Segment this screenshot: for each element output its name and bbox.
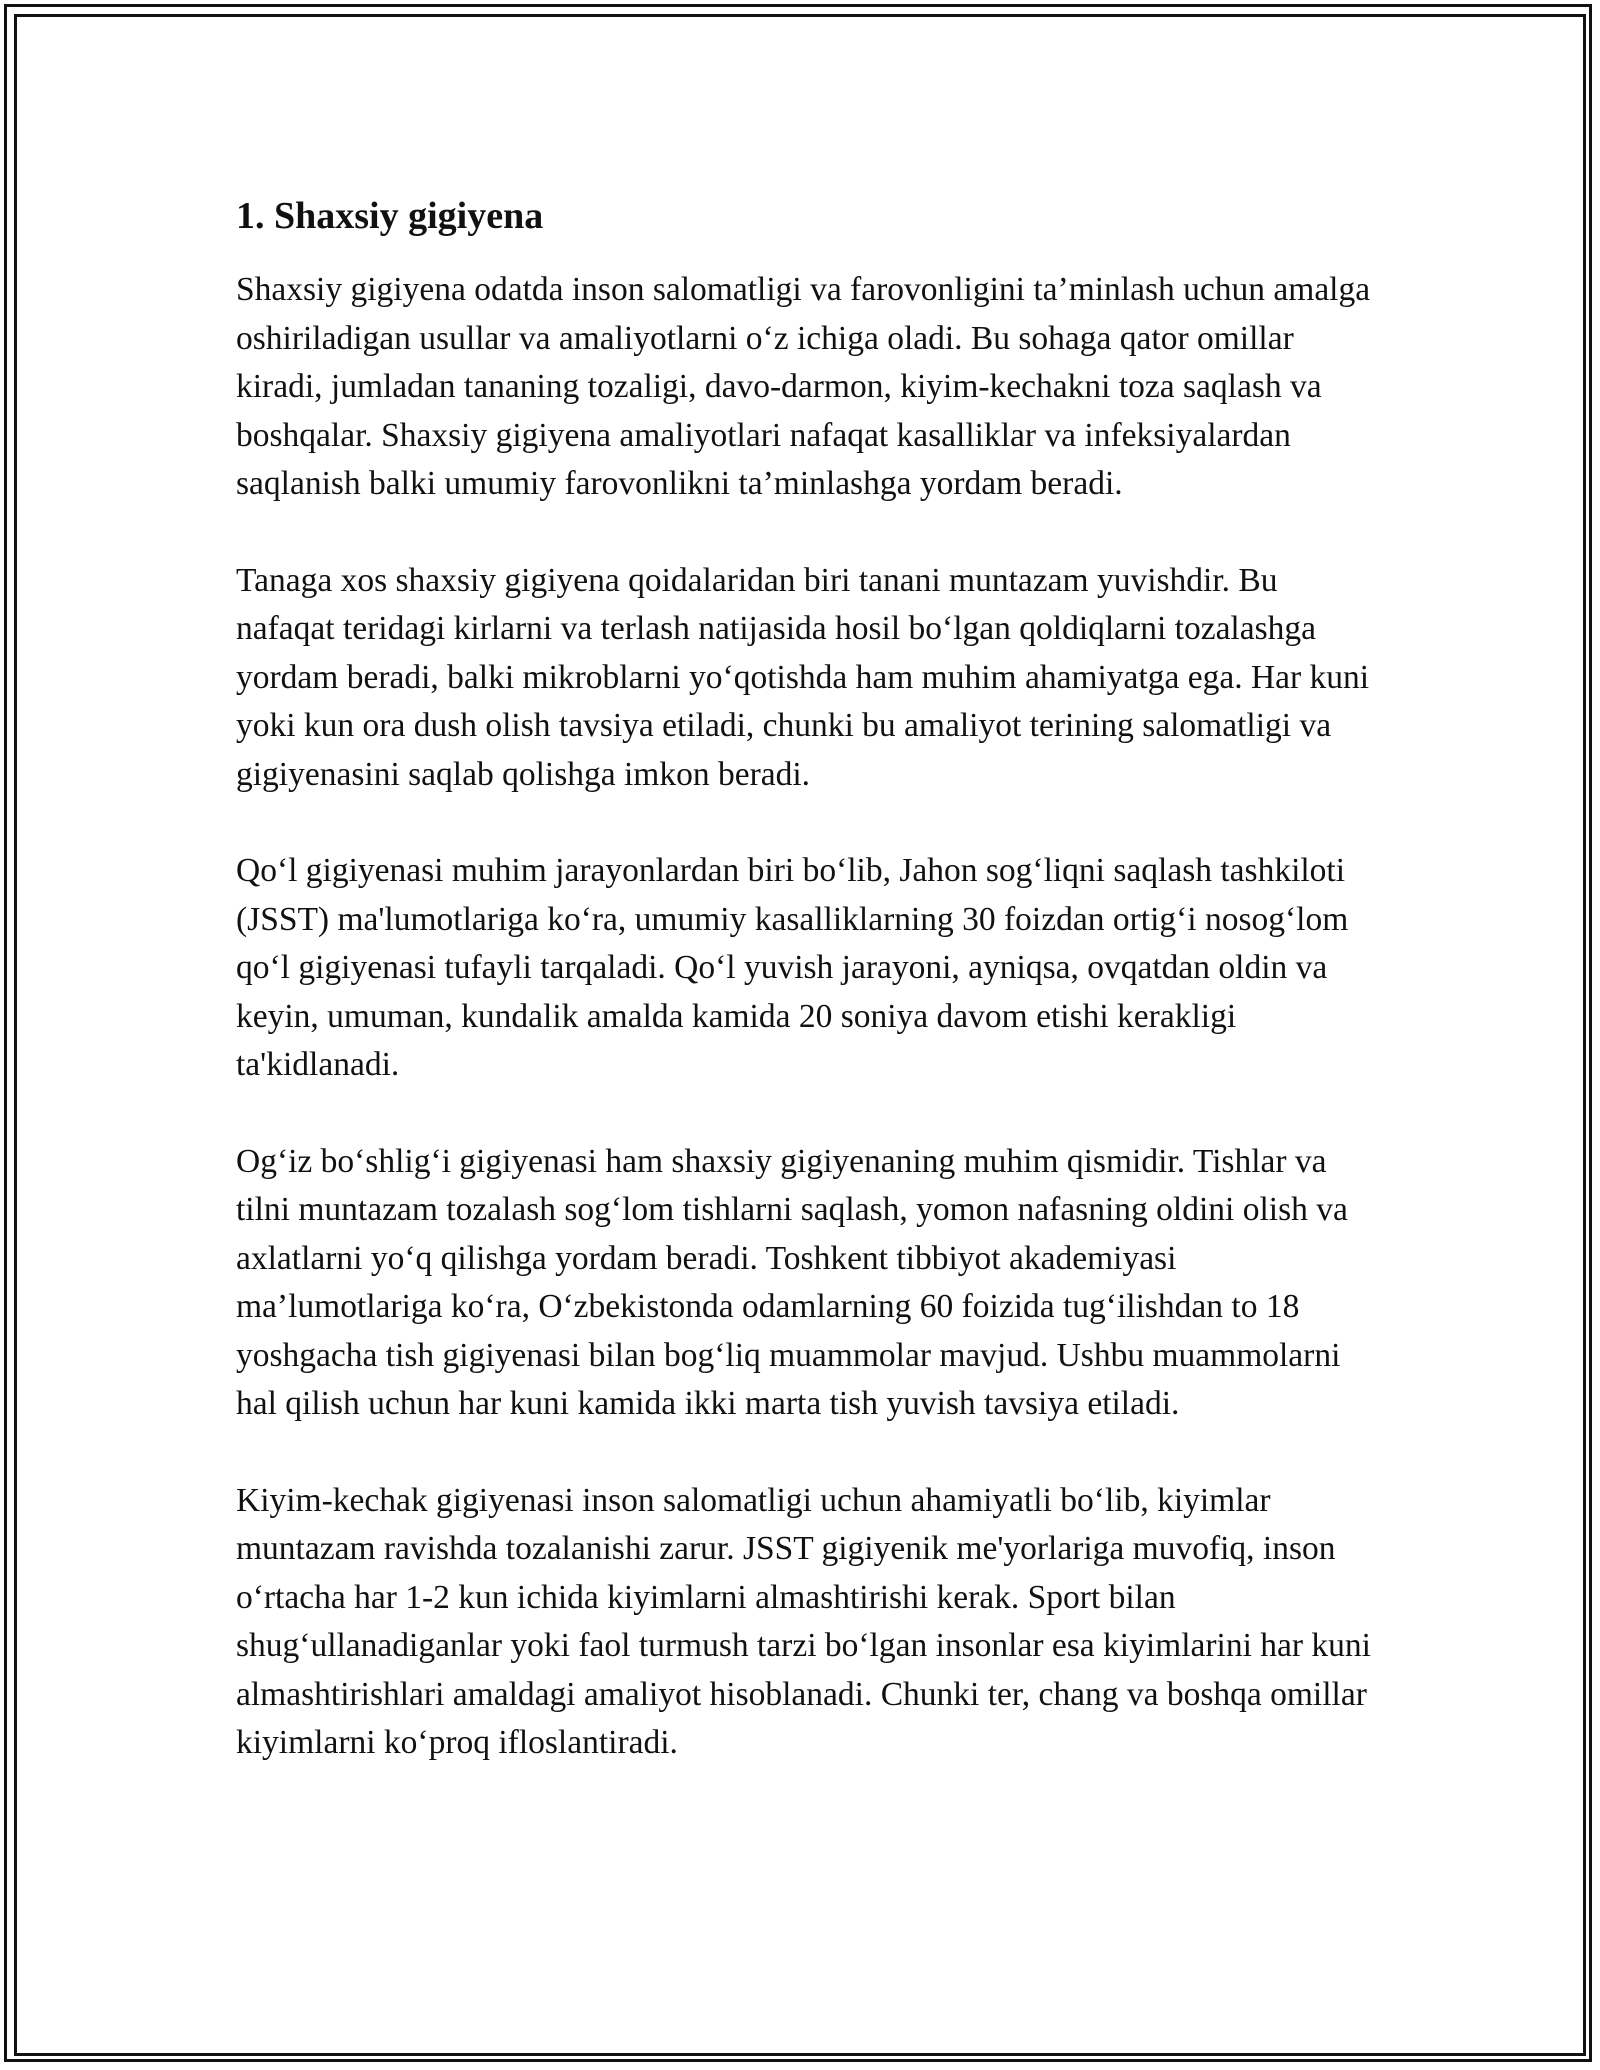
paragraph-intro: Shaxsiy gigiyena odatda inson salomatligi va farovonligini ta’minlash uchun amalga oshiriladigan usullar va amaliyotlarni o‘z ichiga oladi. Bu sohaga qator omillar kiradi, jumladan tananing tozaligi, davo-darmon, kiyim-kechakni toza saqlash va boshqalar. Shaxsiy gigiyena amaliyotlari nafaqat kasalliklar va infeksiyalardan saqlanish balki umumiy farovonlikni ta’minlashga yordam beradi. bbox=[236, 271, 1371, 502]
paragraph-body-washing: Tanaga xos shaxsiy gigiyena qoidalaridan biri tanani muntazam yuvishdir. Bu nafaqat teridagi kirlarni va terlash natijasida hosil bo‘lgan qoldiqlarni tozalashga yordam beradi, balki mikroblarni yo‘qotishda ham muhim ahamiyatga ega. Har kuni yoki kun ora dush olish tavsiya etiladi, chunki bu amaliyot terining salomatligi va gigiyenasini saqlab qolishga imkon beradi. bbox=[236, 561, 1370, 793]
document-body bbox=[236, 188, 1376, 1768]
paragraph-oral-hygiene: Og‘iz bo‘shlig‘i gigiyenasi ham shaxsiy gigiyenaning muhim qismidir. Tishlar va tilni muntazam tozalash sog‘lom tishlarni saqlash, yomon nafasning oldini olish va axlatlarni yo‘q qilishga yordam beradi. Toshkent tibbiyot akademiyasi ma’lumotlariga ko‘ra, O‘zbekistonda odamlarning 60 foizida tug‘ilishdan to 18 yoshgacha tish gigiyenasi bilan bog‘liq muammolar mavjud. Ushbu muammolarni hal qilish uchun har kuni kamida ikki marta tish yuvish tavsiya etiladi. bbox=[236, 1142, 1348, 1422]
section-heading: 1. Shaxsiy gigiyena bbox=[236, 195, 544, 237]
paragraph-hand-hygiene: Qo‘l gigiyenasi muhim jarayonlardan biri bo‘lib, Jahon sog‘liqni saqlash tashkiloti (JSST) ma'lumotlariga ko‘ra, umumiy kasalliklarning 30 foizdan ortig‘i nosog‘lom qo‘l gigiyenasi tufayli tarqaladi. Qo‘l yuvish jarayoni, ayniqsa, ovqatdan oldin va keyin, umuman, kundalik amalda kamida 20 soniya davom etishi kerakligi ta'kidlanadi. bbox=[236, 852, 1349, 1083]
paragraph-clothing-hygiene: Kiyim-kechak gigiyenasi inson salomatligi uchun ahamiyatli bo‘lib, kiyimlar muntazam ravishda tozalanishi zarur. JSST gigiyenik me'yorlariga muvofiq, inson o‘rtacha har 1-2 kun ichida kiyimlarni almashtirishi kerak. Sport bilan shug‘ullanadiganlar yoki faol turmush tarzi bo‘lgan insonlar esa kiyimlarini har kuni almashtirishlari amaldagi amaliyot hisoblanadi. Chunki ter, chang va boshqa omillar kiyimlarni ko‘proq ifloslantiradi. bbox=[236, 1481, 1371, 1761]
